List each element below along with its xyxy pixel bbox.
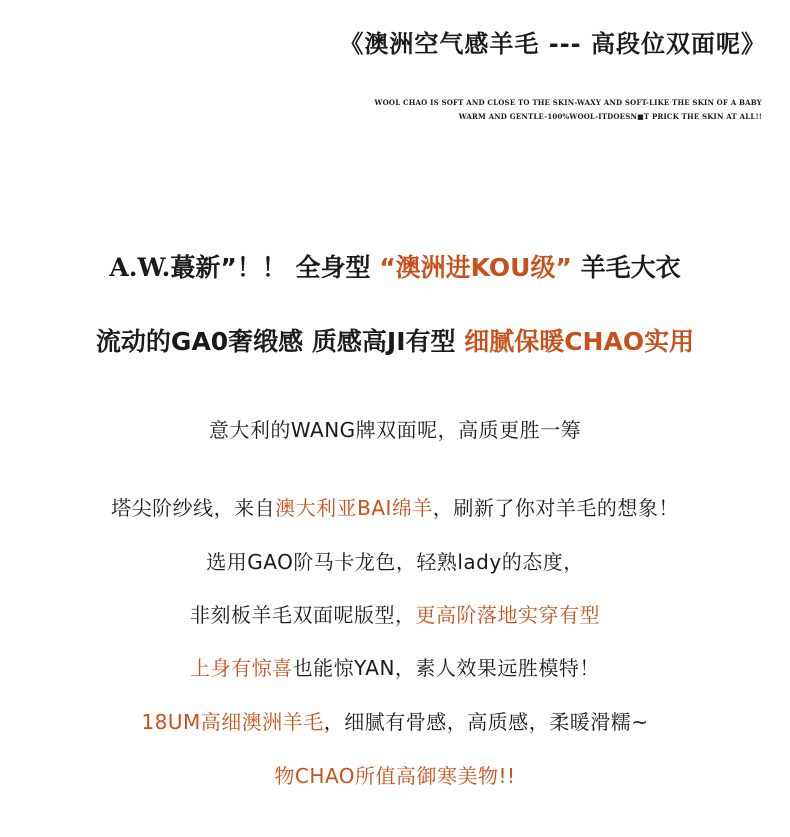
page-title: 《澳洲空气感羊毛 --- 高段位双面呢》 (339, 30, 766, 58)
body-line-0: 意大利的WANG牌双面呢，高质更胜一筹 (208, 418, 582, 442)
body-line-6: 物CHAO所值高御寒美物!! (274, 764, 516, 788)
body-line-1-accent: 澳大利亚BAI绵羊 (275, 496, 433, 520)
headline-1-part-b: 蕞新”！！ 全身型 (170, 253, 371, 282)
body-line-1 (0, 492, 790, 521)
body-line-4-b: 也能惊YAN，素人效果远胜模特！ (292, 656, 600, 680)
english-tagline-2: WARM AND GENTLE-100%WOOL-ITDOESN■T PRICK THE SKIN AT ALL!! (458, 112, 762, 121)
headline-1-part-d: 羊毛大衣 (580, 253, 681, 282)
body-line-2: 选用GAO阶马卡龙色，轻熟lady的态度， (206, 550, 584, 574)
body-line-5-b: ，细腻有骨感，高质感，柔暖滑糯~ (323, 710, 649, 734)
body-line-3-a: 非刻板羊毛双面呢版型， (190, 603, 416, 627)
body-line-1-a: 塔尖阶纱线，来自 (111, 496, 276, 520)
body-line-4-accent: 上身有惊喜 (190, 656, 293, 680)
body-line-3 (0, 599, 790, 628)
headline-2-accent: 细腻保暖CHAO实用 (464, 327, 695, 356)
english-tagline-1: WOOL CHAO IS SOFT AND CLOSE TO THE SKIN-WAXY AND SOFT-LIKE THE SKIN OF A BABY (374, 98, 762, 107)
headline-1-brand: A.W. (109, 253, 171, 282)
body-line-4 (0, 652, 790, 681)
body-line-3-accent: 更高阶落地实穿有型 (415, 603, 600, 627)
body-line-5 (0, 706, 790, 735)
body-line-5-accent: 18UM高细澳洲羊毛 (141, 710, 324, 734)
headline-2 (0, 322, 790, 358)
body-line-1-c: ，刷新了你对羊毛的想象！ (432, 496, 679, 520)
headline-2-part-a: 流动的GA0奢缎感 质感高JI有型 (95, 327, 465, 356)
headline-1-accent: “澳洲进KOU级” (379, 253, 572, 282)
headline-1 (0, 248, 790, 284)
